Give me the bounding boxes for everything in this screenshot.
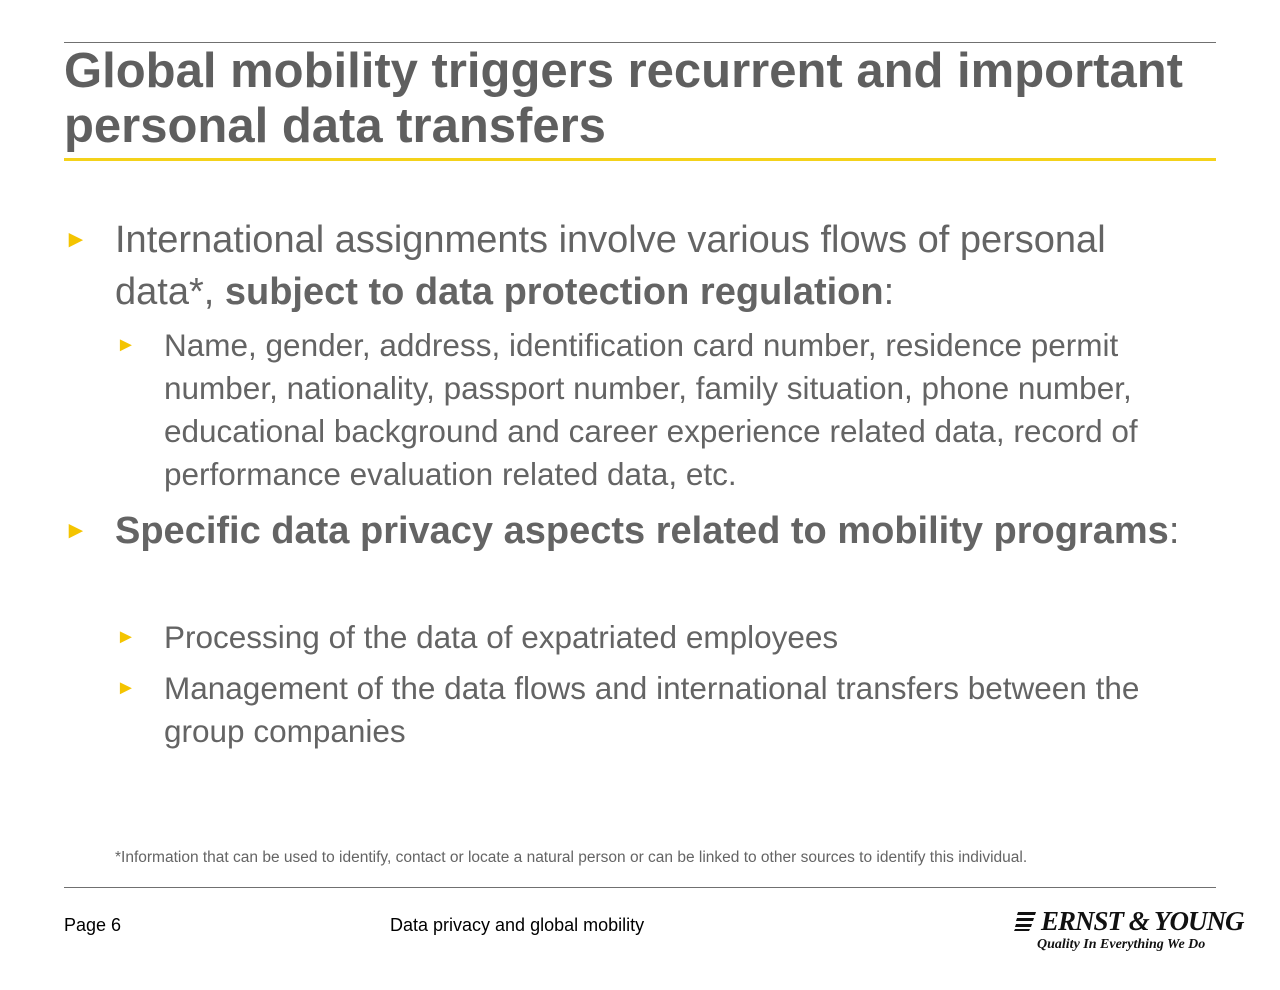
bullet-text-plain: International assignments involve various flows of personal data*, — [115, 219, 1106, 313]
logo-tagline: Quality In Everything We Do — [1037, 937, 1206, 952]
footer-title: Data privacy and global mobility — [390, 915, 645, 935]
triangle-bullet-icon: ► — [64, 226, 88, 253]
sub-bullet-text: Management of the data flows and international transfers between the group companies — [164, 670, 1140, 749]
bullet-text-end: : — [1168, 510, 1180, 552]
footnote: *Information that can be used to identify, contact or locate a natural person or can be linked to other sources to identify this individual. — [115, 849, 1028, 866]
triangle-bullet-icon: ► — [116, 334, 136, 356]
logo-wordmark: ERNST & YOUNG — [1041, 906, 1244, 936]
sub-bullet-text: Name, gender, address, identification card number, residence permit number, nationality, passport number, family situation, phone number, educational background and career experience related data, record of performance evaluation related data, etc. — [164, 327, 1138, 492]
bullet-text — [115, 505, 1205, 557]
bullet-text-bold: Specific data privacy aspects related to mobility programs — [115, 510, 1169, 552]
triangle-bullet-icon: ► — [116, 626, 136, 648]
triangle-bullet-icon: ► — [64, 517, 88, 544]
bullet-text-end: : — [883, 271, 895, 313]
triangle-bullet-icon: ► — [116, 677, 136, 699]
bullet-text — [115, 214, 1205, 318]
page-number: Page 6 — [64, 915, 122, 935]
bullet-text-bold: subject to data protection regulation — [224, 271, 884, 313]
logo-bars-icon — [1012, 910, 1038, 932]
top-divider — [64, 42, 1216, 43]
company-logo — [1010, 906, 1244, 958]
footer-divider — [64, 887, 1216, 888]
slide-title: Global mobility triggers recurrent and important personal data transfers — [64, 44, 1183, 153]
sub-bullet-text: Processing of the data of expatriated employees — [164, 619, 839, 655]
title-underline — [64, 158, 1216, 161]
